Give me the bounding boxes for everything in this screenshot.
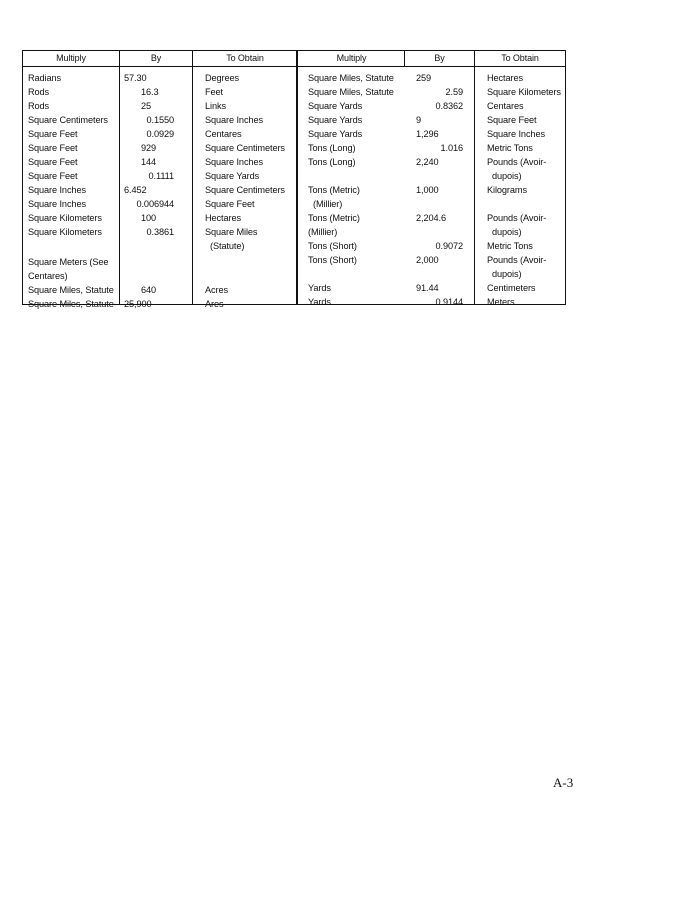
column-divider: [404, 51, 405, 66]
right-by-cell: 2,000: [416, 255, 439, 265]
column-divider: [474, 51, 475, 304]
header-by-right: By: [434, 53, 445, 63]
right-multiply-cell: Tons (Short): [308, 241, 357, 251]
left-to-obtain-cell: Degrees: [205, 73, 240, 83]
right-multiply-cell: Tons (Metric): [308, 213, 360, 223]
left-multiply-cell: Radians: [28, 73, 62, 83]
right-by-cell: 9: [416, 115, 422, 125]
right-to-obtain-cell: Metric Tons: [487, 143, 533, 153]
right-to-obtain-cell: Hectares: [487, 73, 523, 83]
right-by-cell: 0.9144: [435, 297, 463, 307]
right-multiply-cell: Square Miles, Statute: [308, 87, 394, 97]
left-by-cell: 16.3: [141, 87, 159, 97]
left-to-obtain-cell: Square Centimeters: [205, 185, 285, 195]
right-multiply-cell: Yards: [308, 297, 331, 307]
left-multiply-cell: Square Feet: [28, 143, 78, 153]
left-multiply-cell: Square Feet: [28, 171, 78, 181]
header-to-obtain-right: To Obtain: [501, 53, 539, 63]
header-by-left: By: [150, 53, 162, 63]
right-to-obtain-cell: dupois): [492, 227, 522, 237]
column-divider: [192, 51, 193, 304]
right-to-obtain-cell: Pounds (Avoir-: [487, 157, 547, 167]
right-to-obtain-cell: Square Kilometers: [487, 87, 561, 97]
left-by-cell: 6.452: [124, 185, 147, 195]
left-multiply-cell: Rods: [28, 87, 50, 97]
left-by-cell: 0.006944: [136, 199, 174, 209]
left-to-obtain-cell: Feet: [205, 87, 223, 97]
left-multiply-cell: Square Inches: [28, 199, 86, 209]
right-multiply-cell: (Millier): [313, 199, 343, 209]
right-by-cell: 2,204.6: [416, 213, 446, 223]
right-to-obtain-cell: Square Feet: [487, 115, 537, 125]
left-by-cell: 640: [141, 285, 157, 295]
left-multiply-cell: Square Feet: [28, 157, 78, 167]
left-by-cell: 929: [141, 143, 157, 153]
header-multiply-left: Multiply: [56, 53, 86, 63]
left-by-cell: 25: [141, 101, 152, 111]
left-to-obtain-cell: Square Centimeters: [205, 143, 285, 153]
right-to-obtain-cell: dupois): [492, 269, 522, 279]
left-to-obtain-cell: Hectares: [205, 213, 241, 223]
left-multiply-cell: Square Kilometers: [28, 227, 102, 237]
right-multiply-cell: Square Yards: [308, 115, 363, 125]
page-number: A-3: [553, 775, 574, 790]
left-by-cell: 0.0929: [146, 129, 174, 139]
left-multiply-cell: Rods: [28, 101, 50, 111]
column-divider: [119, 51, 120, 304]
conversion-table: [22, 50, 566, 309]
left-by-cell: 0.1550: [146, 115, 174, 125]
left-multiply-cell: Square Kilometers: [28, 213, 102, 223]
right-to-obtain-cell: Kilograms: [487, 185, 527, 195]
right-by-cell: 0.8362: [435, 101, 463, 111]
left-to-obtain-cell: Acres: [205, 285, 228, 295]
right-multiply-cell: Yards: [308, 283, 331, 293]
left-to-obtain-cell: Square Miles: [205, 227, 258, 237]
right-to-obtain-cell: Meters: [487, 297, 515, 307]
left-multiply-cell: Square Feet: [28, 129, 78, 139]
left-by-cell: 144: [141, 157, 157, 167]
left-by-cell: 0.1111: [148, 171, 174, 181]
left-multiply-cell: Square Miles, Statute: [28, 285, 114, 295]
header-multiply-right: Multiply: [336, 53, 367, 63]
right-by-cell: 1.016: [440, 143, 463, 153]
right-multiply-cell: Tons (Long): [308, 143, 356, 153]
right-to-obtain-cell: Square Inches: [487, 129, 545, 139]
right-by-cell: 1,296: [416, 129, 439, 139]
right-multiply-cell: Tons (Short): [308, 255, 357, 265]
right-to-obtain-cell: dupois): [492, 171, 522, 181]
left-to-obtain-cell: Square Inches: [205, 157, 263, 167]
left-to-obtain-cell: Square Feet: [205, 199, 255, 209]
left-multiply-cell: Centares): [28, 271, 68, 281]
left-to-obtain-cell: Square Yards: [205, 171, 260, 181]
left-to-obtain-cell: Square Inches: [205, 115, 263, 125]
left-by-cell: 25,900: [124, 299, 152, 309]
left-to-obtain-cell: Links: [205, 101, 226, 111]
table-header: [23, 51, 565, 67]
left-to-obtain-cell: Centares: [205, 129, 242, 139]
left-multiply-cell: Square Centimeters: [28, 115, 108, 125]
right-multiply-cell: (Millier): [308, 227, 338, 237]
right-to-obtain-cell: Centares: [487, 101, 524, 111]
left-to-obtain-cell: (Statute): [210, 241, 245, 251]
right-multiply-cell: Square Yards: [308, 129, 363, 139]
right-by-cell: 2,240: [416, 157, 439, 167]
right-to-obtain-cell: Pounds (Avoir-: [487, 255, 547, 265]
left-by-cell: 0.3861: [146, 227, 174, 237]
left-to-obtain-cell: Ares: [205, 299, 224, 309]
right-multiply-cell: Square Miles, Statute: [308, 73, 394, 83]
column-divider: [296, 51, 298, 304]
left-multiply-cell: Square Inches: [28, 185, 86, 195]
right-by-cell: 1,000: [416, 185, 439, 195]
left-multiply-cell: Square Meters (See: [28, 257, 109, 267]
right-multiply-cell: Tons (Metric): [308, 185, 360, 195]
right-to-obtain-cell: Centimeters: [487, 283, 536, 293]
left-multiply-cell: Square Miles, Statute: [28, 299, 114, 309]
left-by-cell: 57.30: [124, 73, 147, 83]
right-by-cell: 259: [416, 73, 432, 83]
left-by-cell: 100: [141, 213, 157, 223]
right-by-cell: 0.9072: [435, 241, 463, 251]
right-multiply-cell: Square Yards: [308, 101, 363, 111]
right-by-cell: 91.44: [416, 283, 439, 293]
right-by-cell: 2.59: [445, 87, 463, 97]
right-to-obtain-cell: Pounds (Avoir-: [487, 213, 547, 223]
header-to-obtain-left: To Obtain: [226, 53, 264, 63]
right-multiply-cell: Tons (Long): [308, 157, 356, 167]
right-to-obtain-cell: Metric Tons: [487, 241, 533, 251]
